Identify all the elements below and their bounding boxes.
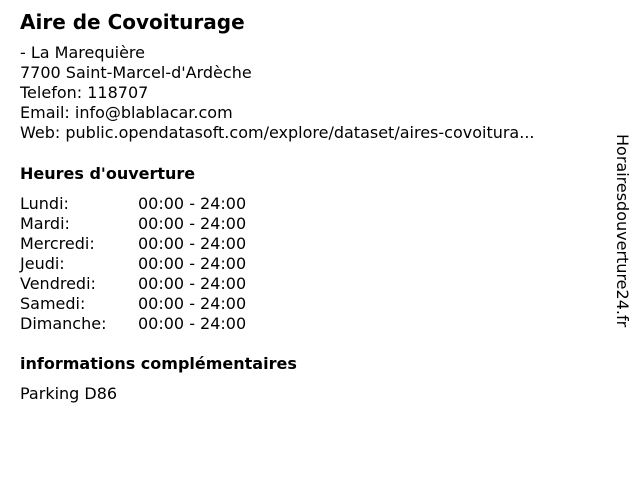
email-address: Email: info@blablacar.com	[20, 103, 233, 122]
site-brand-vertical	[612, 134, 632, 370]
hours-row-friday	[20, 274, 280, 294]
site-brand-label: Horairesdouverture24.fr	[613, 134, 632, 328]
time-range: 00:00 - 24:00	[138, 234, 247, 253]
opening-hours-heading: Heures d'ouverture	[20, 164, 196, 183]
time-range: 00:00 - 24:00	[138, 194, 247, 213]
day-label: Lundi:	[20, 194, 69, 213]
hours-row-monday	[20, 194, 280, 214]
day-label: Vendredi:	[20, 274, 96, 293]
additional-info-heading: informations complémentaires	[20, 354, 297, 373]
place-title: Aire de Covoiturage	[20, 10, 245, 34]
time-range: 00:00 - 24:00	[138, 214, 247, 233]
hours-row-saturday	[20, 294, 280, 314]
address-block	[20, 43, 535, 143]
day-label: Mercredi:	[20, 234, 95, 253]
hours-row-sunday	[20, 314, 280, 334]
day-label: Mardi:	[20, 214, 70, 233]
time-range: 00:00 - 24:00	[138, 314, 247, 333]
address-city: 7700 Saint-Marcel-d'Ardèche	[20, 63, 252, 82]
day-label: Dimanche:	[20, 314, 107, 333]
additional-info-text: Parking D86	[20, 384, 118, 403]
phone-number: Telefon: 118707	[20, 83, 149, 102]
time-range: 00:00 - 24:00	[138, 274, 247, 293]
time-range: 00:00 - 24:00	[138, 294, 247, 313]
address-street: - La Marequière	[20, 43, 145, 62]
website-url: Web: public.opendatasoft.com/explore/dataset/aires-covoitura...	[20, 123, 535, 142]
day-label: Jeudi:	[20, 254, 65, 273]
time-range: 00:00 - 24:00	[138, 254, 247, 273]
hours-row-tuesday	[20, 214, 280, 234]
hours-row-wednesday	[20, 234, 280, 254]
opening-hours-table	[20, 194, 280, 334]
day-label: Samedi:	[20, 294, 86, 313]
hours-row-thursday	[20, 254, 280, 274]
